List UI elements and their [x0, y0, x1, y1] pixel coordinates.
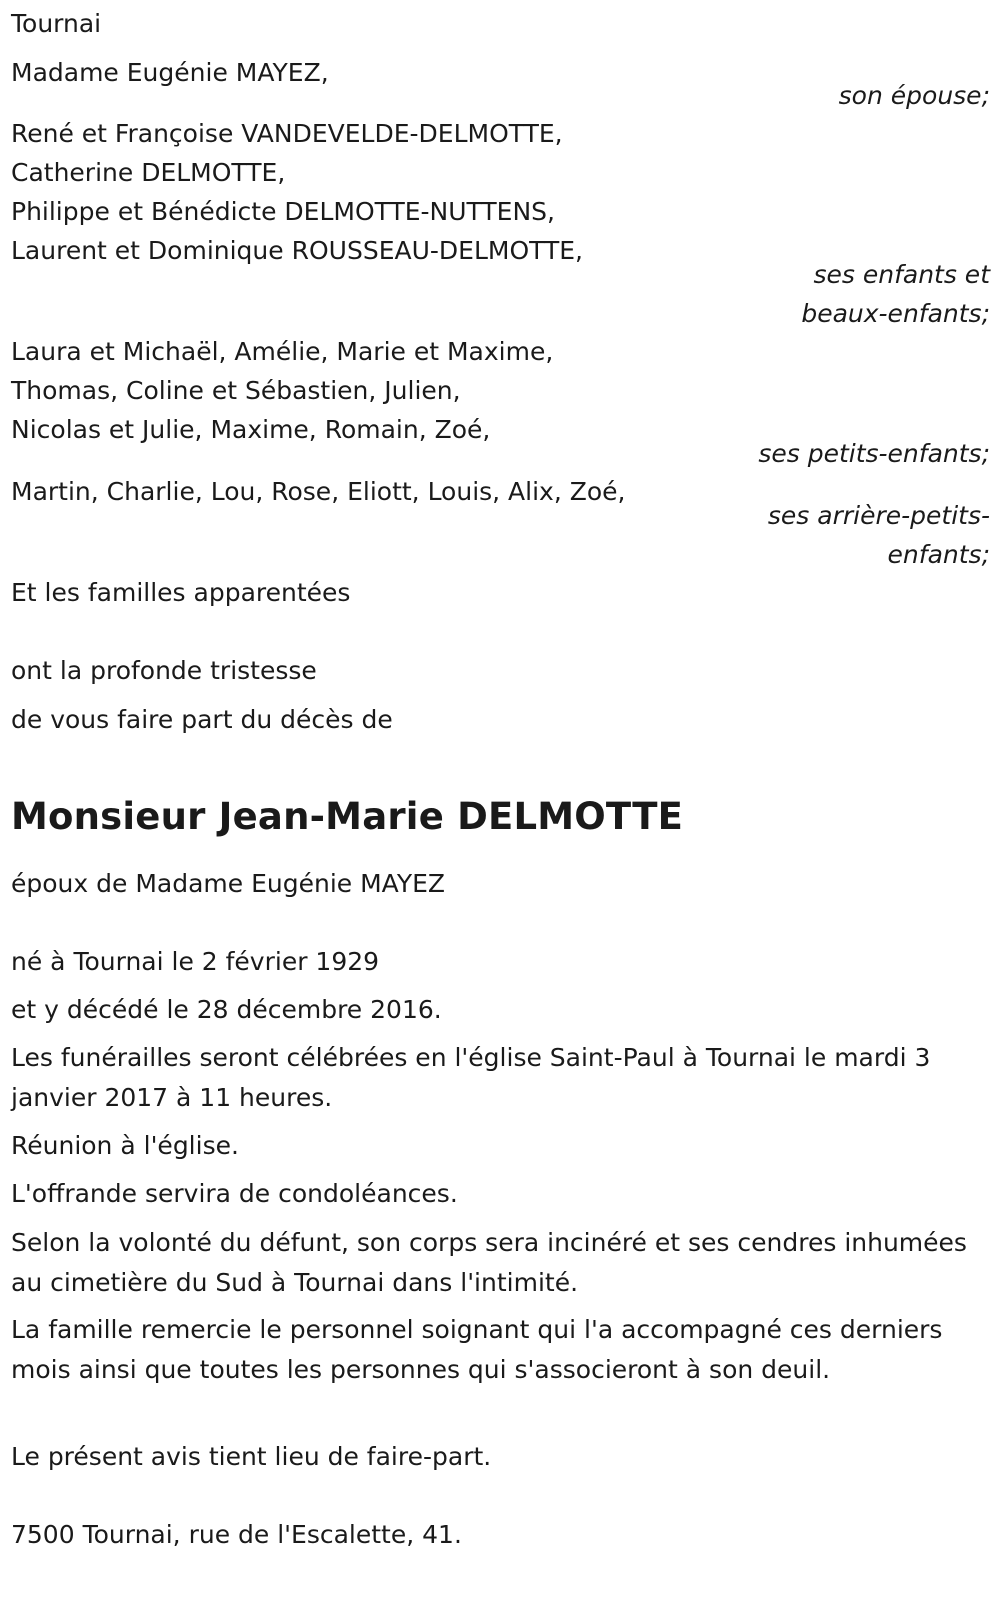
child-line: René et Françoise VANDEVELDE-DELMOTTE,: [11, 119, 563, 148]
death-line: et y décédé le 28 décembre 2016.: [11, 995, 442, 1024]
child-line: Philippe et Bénédicte DELMOTTE-NUTTENS,: [11, 197, 555, 226]
spouse-role: son épouse;: [838, 81, 990, 110]
offering-line: L'offrande servira de condoléances.: [11, 1179, 458, 1208]
child-line: Laurent et Dominique ROUSSEAU-DELMOTTE,: [11, 236, 583, 265]
deceased-name: Monsieur Jean-Marie DELMOTTE: [11, 795, 684, 838]
announcement-line: ont la profonde tristesse: [11, 656, 317, 685]
meeting-line: Réunion à l'église.: [11, 1131, 239, 1160]
great-grandchildren-role-line: ses arrière-petits-: [767, 501, 990, 530]
great-grandchildren-line: Martin, Charlie, Lou, Rose, Eliott, Louis, Alix, Zoé,: [11, 477, 626, 506]
city-heading: Tournai: [11, 9, 102, 38]
birth-line: né à Tournai le 2 février 1929: [11, 947, 380, 976]
child-line: Catherine DELMOTTE,: [11, 158, 286, 187]
spouse-of-line: époux de Madame Eugénie MAYEZ: [11, 869, 446, 898]
children-role-line: beaux-enfants;: [801, 299, 990, 328]
grandchild-line: Nicolas et Julie, Maxime, Romain, Zoé,: [11, 415, 491, 444]
great-grandchildren-role-line: enfants;: [887, 540, 990, 569]
families-line: Et les familles apparentées: [11, 578, 351, 607]
grandchild-line: Laura et Michaël, Amélie, Marie et Maxime,: [11, 337, 554, 366]
cremation-paragraph: Selon la volonté du défunt, son corps sera incinéré et ses cendres inhumées au cimetière du Sud à Tournai dans l'intimité.: [11, 1228, 967, 1297]
children-role-line: ses enfants et: [813, 260, 990, 289]
spouse-name: Madame Eugénie MAYEZ,: [11, 58, 329, 87]
funeral-paragraph: Les funérailles seront célébrées en l'église Saint-Paul à Tournai le mardi 3 janvier 2017 à 11 heures.: [11, 1043, 931, 1112]
grandchildren-role: ses petits-enfants;: [758, 439, 990, 468]
notice-line: Le présent avis tient lieu de faire-part.: [11, 1442, 492, 1471]
address-line: 7500 Tournai, rue de l'Escalette, 41.: [11, 1520, 462, 1549]
thanks-paragraph: La famille remercie le personnel soignant qui l'a accompagné ces derniers mois ainsi que toutes les personnes qui s'associeront à son deuil.: [11, 1315, 943, 1384]
grandchild-line: Thomas, Coline et Sébastien, Julien,: [11, 376, 461, 405]
announcement-line: de vous faire part du décès de: [11, 705, 393, 734]
